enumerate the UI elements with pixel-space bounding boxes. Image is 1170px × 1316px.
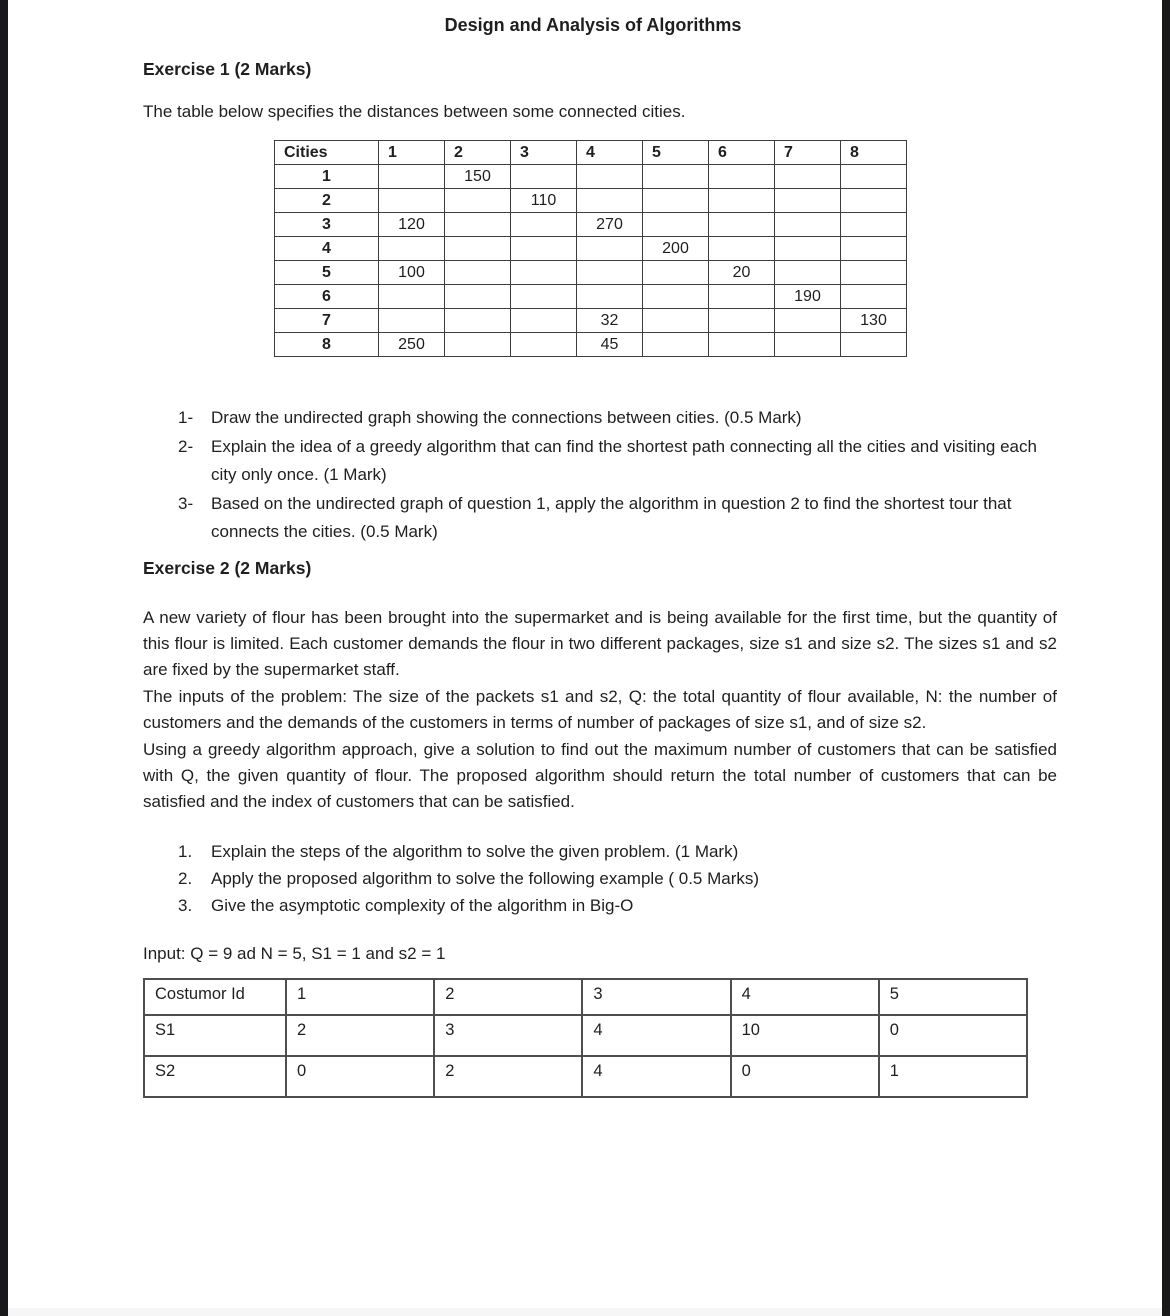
row-label-cell: 3 <box>275 213 379 237</box>
table-cell <box>577 165 643 189</box>
row-label-cell: 5 <box>275 261 379 285</box>
table-cell: 10 <box>731 1015 879 1056</box>
table-cell <box>775 333 841 357</box>
table-cell <box>709 189 775 213</box>
exercise1-intro: The table below specifies the distances between some connected cities. <box>143 102 686 121</box>
table-cell <box>511 285 577 309</box>
table-row <box>144 1015 1027 1056</box>
table-cell <box>511 309 577 333</box>
table-cell: Costumor Id <box>144 979 286 1015</box>
question-text: Based on the undirected graph of question 1, apply the algorithm in question 2 to find the shortest tour that connects the cities. (0.5 Mark) <box>211 493 1012 541</box>
table-cell <box>445 285 511 309</box>
table-cell <box>577 189 643 213</box>
table-header-cell: 7 <box>775 141 841 165</box>
table-cell: 270 <box>577 213 643 237</box>
table-row <box>275 261 907 285</box>
table-cell <box>709 333 775 357</box>
table-cell: 150 <box>445 165 511 189</box>
table-cell: 190 <box>775 285 841 309</box>
table-cell <box>445 189 511 213</box>
table-cell <box>709 165 775 189</box>
question-item <box>178 892 1057 919</box>
table-cell <box>775 165 841 189</box>
table-cell <box>709 285 775 309</box>
table-header-cell: 4 <box>577 141 643 165</box>
table-cell <box>775 309 841 333</box>
table-cell <box>775 189 841 213</box>
table-cell <box>577 237 643 261</box>
question-text: Explain the steps of the algorithm to solve the given problem. (1 Mark) <box>211 841 739 861</box>
table-cell: 2 <box>286 1015 434 1056</box>
table-row <box>275 165 907 189</box>
question-item <box>178 865 1057 892</box>
question-text: Explain the idea of a greedy algorithm that can find the shortest path connecting all the cities and visiting each city only once. (1 Mark) <box>211 436 1037 484</box>
table-cell <box>445 261 511 285</box>
table-cell <box>379 165 445 189</box>
table-cell: S1 <box>144 1015 286 1056</box>
question-marker: 1. <box>178 841 193 861</box>
table-cell <box>511 213 577 237</box>
document-content <box>143 0 1057 1098</box>
table-cell <box>643 189 709 213</box>
exercise1-heading: Exercise 1 (2 Marks) <box>143 59 312 79</box>
table-cell: 1 <box>286 979 434 1015</box>
table-cell <box>511 237 577 261</box>
table-cell <box>379 237 445 261</box>
row-label-cell: 2 <box>275 189 379 213</box>
table-cell <box>379 285 445 309</box>
table-row <box>275 333 907 357</box>
page-bottom-strip <box>8 1308 1162 1316</box>
table-row <box>275 285 907 309</box>
question-item <box>178 433 1057 490</box>
table-header-cell: 6 <box>709 141 775 165</box>
question-item <box>178 404 1057 433</box>
question-marker: 2- <box>178 436 194 456</box>
table-cell <box>709 213 775 237</box>
table-row <box>275 237 907 261</box>
table-cell: 2 <box>434 1056 582 1097</box>
row-label-cell: 6 <box>275 285 379 309</box>
example-table <box>143 978 1028 1098</box>
paragraph: Using a greedy algorithm approach, give a solution to find out the maximum number of customers that can be satisfied with Q, the given quantity of flour. The proposed algorithm should return the total number of customers that can be satisfied and the index of customers that can be satisfied. <box>143 739 1057 812</box>
table-cell <box>445 237 511 261</box>
table-cell: 0 <box>286 1056 434 1097</box>
table-header-cell: 5 <box>643 141 709 165</box>
table-cell <box>643 261 709 285</box>
row-label-cell: 1 <box>275 165 379 189</box>
table-cell <box>775 261 841 285</box>
table-cell: 200 <box>643 237 709 261</box>
table-cell: 110 <box>511 189 577 213</box>
table-header-cell: 3 <box>511 141 577 165</box>
table-cell <box>511 261 577 285</box>
table-cell <box>841 165 907 189</box>
table-cell <box>709 309 775 333</box>
table-cell: 2 <box>434 979 582 1015</box>
table-cell <box>775 213 841 237</box>
table-cell: 0 <box>879 1015 1027 1056</box>
table-cell <box>709 237 775 261</box>
table-cell <box>643 285 709 309</box>
table-cell: S2 <box>144 1056 286 1097</box>
paragraph: A new variety of flour has been brought into the supermarket and is being available for the first time, but the quantity of this flour is limited. Each customer demands the flour in two different packages, size s1 and size s2. The sizes s1 and s2 are fixed by the supermarket staff. <box>143 607 1057 680</box>
table-cell <box>445 333 511 357</box>
paragraph: The inputs of the problem: The size of the packets s1 and s2, Q: the total quantity of flour available, N: the number of customers and the demands of the customers in terms of number of packages of size s1, and of size s2. <box>143 686 1057 733</box>
table-cell <box>511 333 577 357</box>
distance-table <box>274 140 907 357</box>
table-header-cell: 2 <box>445 141 511 165</box>
table-cell <box>379 309 445 333</box>
table-cell <box>841 189 907 213</box>
table-cell: 1 <box>879 1056 1027 1097</box>
table-cell <box>445 309 511 333</box>
table-cell: 130 <box>841 309 907 333</box>
question-text: Apply the proposed algorithm to solve the following example ( 0.5 Marks) <box>211 868 760 888</box>
row-label-cell: 4 <box>275 237 379 261</box>
row-label-cell: 7 <box>275 309 379 333</box>
table-row <box>275 213 907 237</box>
exercise1-questions <box>178 404 1057 547</box>
table-cell <box>841 261 907 285</box>
table-cell: 5 <box>879 979 1027 1015</box>
table-cell <box>841 285 907 309</box>
table-cell: 100 <box>379 261 445 285</box>
table-cell: 120 <box>379 213 445 237</box>
question-item <box>178 490 1057 547</box>
table-cell <box>775 237 841 261</box>
row-label-cell: 8 <box>275 333 379 357</box>
exercise2-questions <box>178 838 1057 919</box>
table-row <box>144 1056 1027 1097</box>
question-marker: 3- <box>178 493 194 513</box>
table-header-cell: 1 <box>379 141 445 165</box>
question-marker: 1- <box>178 408 194 427</box>
table-cell <box>379 189 445 213</box>
table-cell: 0 <box>731 1056 879 1097</box>
table-row <box>275 309 907 333</box>
exercise2-description <box>143 605 1057 816</box>
table-cell: 3 <box>582 979 730 1015</box>
input-line: Input: Q = 9 ad N = 5, S1 = 1 and s2 = 1 <box>143 943 446 963</box>
table-cell <box>841 213 907 237</box>
table-cell <box>577 285 643 309</box>
document-page <box>8 0 1162 1316</box>
table-cell <box>841 237 907 261</box>
question-text: Draw the undirected graph showing the connections between cities. (0.5 Mark) <box>211 408 802 427</box>
question-marker: 2. <box>178 868 193 888</box>
table-cell <box>643 213 709 237</box>
table-cell <box>643 333 709 357</box>
table-row <box>144 979 1027 1015</box>
table-cell: 4 <box>582 1015 730 1056</box>
table-cell: 250 <box>379 333 445 357</box>
question-marker: 3. <box>178 895 193 915</box>
table-cell: 20 <box>709 261 775 285</box>
table-cell: 45 <box>577 333 643 357</box>
question-text: Give the asymptotic complexity of the algorithm in Big-O <box>211 895 634 915</box>
table-header-cell: 8 <box>841 141 907 165</box>
table-cell <box>643 165 709 189</box>
table-cell: 4 <box>582 1056 730 1097</box>
exercise2-heading: Exercise 2 (2 Marks) <box>143 557 312 578</box>
table-cell <box>643 309 709 333</box>
table-cell <box>511 165 577 189</box>
table-row <box>275 189 907 213</box>
table-cell <box>577 261 643 285</box>
table-header-row <box>275 141 907 165</box>
question-item <box>178 838 1057 865</box>
table-cell: 4 <box>731 979 879 1015</box>
table-cell <box>841 333 907 357</box>
table-cell: 3 <box>434 1015 582 1056</box>
table-header-cell: Cities <box>275 141 379 165</box>
page-title: Design and Analysis of Algorithms <box>444 15 742 35</box>
table-cell: 32 <box>577 309 643 333</box>
table-cell <box>445 213 511 237</box>
